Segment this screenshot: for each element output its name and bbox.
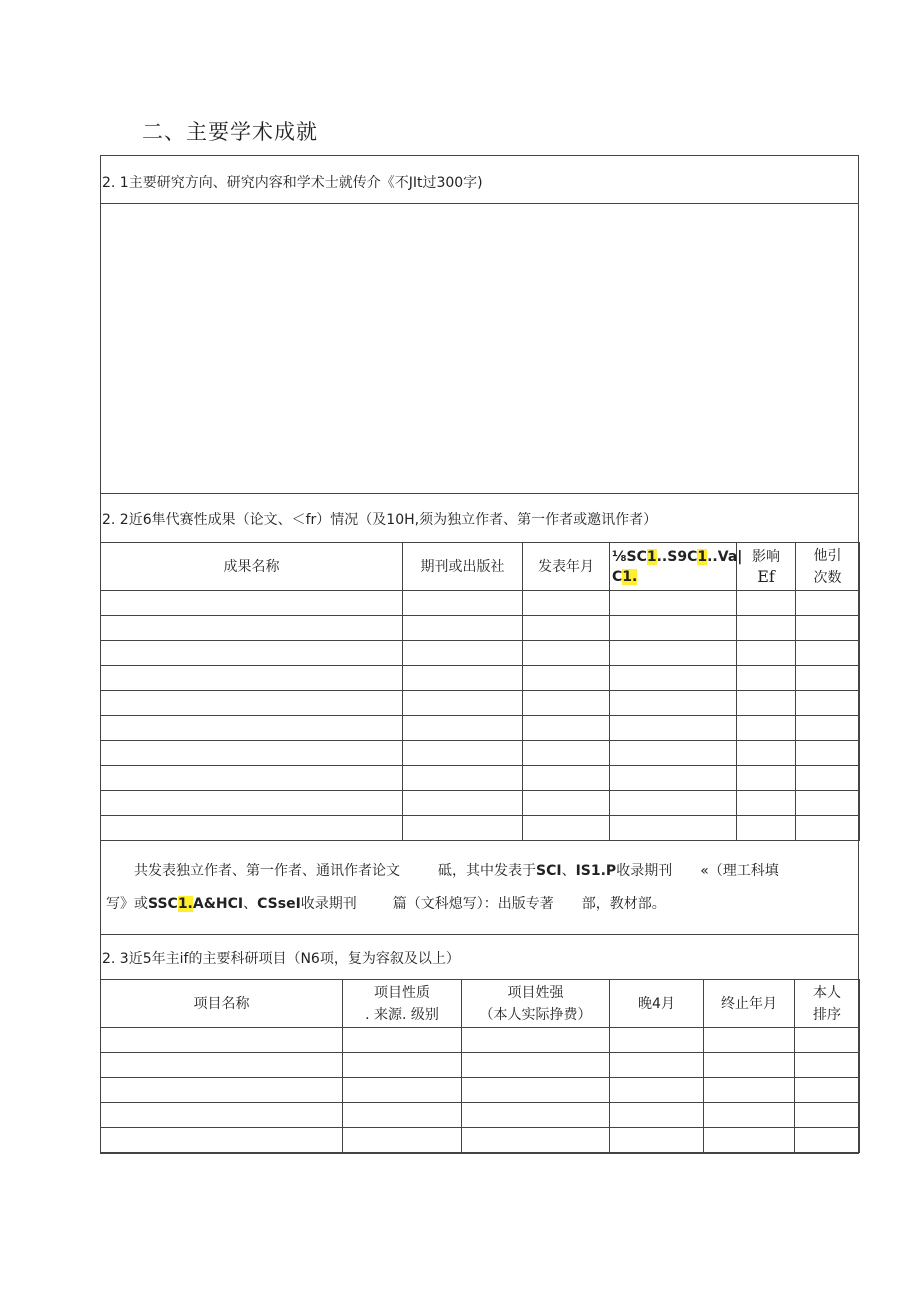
table-cell[interactable]	[403, 791, 523, 816]
table-cell[interactable]	[704, 1103, 795, 1128]
project-row	[101, 1078, 860, 1103]
table-cell[interactable]	[610, 1078, 704, 1103]
table-cell[interactable]	[403, 591, 523, 616]
summary-text: 收录期刊	[616, 863, 673, 879]
table-cell[interactable]	[523, 716, 610, 741]
achievements-header-row	[101, 543, 860, 591]
table-cell[interactable]	[610, 591, 737, 616]
col-header-start-date: 晚4月	[610, 980, 704, 1028]
table-cell[interactable]	[101, 666, 403, 691]
achievements-table	[100, 542, 860, 841]
table-cell[interactable]	[523, 816, 610, 841]
rank-label-2: 排序	[813, 1006, 841, 1023]
table-cell[interactable]	[796, 741, 860, 766]
table-cell[interactable]	[343, 1028, 462, 1053]
col-header-impact	[737, 543, 796, 591]
table-cell[interactable]	[704, 1053, 795, 1078]
table-cell[interactable]	[795, 1028, 860, 1053]
table-cell[interactable]	[737, 791, 796, 816]
table-cell[interactable]	[704, 1078, 795, 1103]
table-cell[interactable]	[704, 1028, 795, 1053]
index-text: ⅛SC	[612, 548, 647, 565]
table-cell[interactable]	[523, 666, 610, 691]
achievement-row	[101, 666, 860, 691]
table-cell[interactable]	[610, 1053, 704, 1078]
table-cell[interactable]	[610, 641, 737, 666]
summary-text: 篇（文科熄写）：出版专著	[392, 896, 554, 912]
table-cell[interactable]	[610, 616, 737, 641]
table-cell[interactable]	[101, 791, 403, 816]
achievement-row	[101, 741, 860, 766]
col-header-journal: 期刊或出版社	[403, 543, 523, 591]
table-cell[interactable]	[101, 1078, 343, 1103]
table-cell[interactable]	[403, 616, 523, 641]
table-cell[interactable]	[796, 591, 860, 616]
table-cell[interactable]	[610, 691, 737, 716]
summary-bold: A&HCI	[192, 896, 244, 912]
col-header-date: 发表年月	[523, 543, 610, 591]
summary-text: 收录期刊	[300, 896, 357, 912]
table-cell[interactable]	[737, 641, 796, 666]
project-row	[101, 1128, 860, 1153]
project-row	[101, 1103, 860, 1128]
table-cell[interactable]	[523, 616, 610, 641]
section-2-3-heading: 2. 3近5年主if的主要科研项目（N6项，复为容叙及以上）	[102, 951, 460, 967]
table-cell[interactable]	[403, 666, 523, 691]
summary-bold-highlight: 1.	[177, 896, 193, 912]
table-cell[interactable]	[101, 691, 403, 716]
col-header-project-name: 项目名称	[101, 980, 343, 1028]
col-header-rank	[795, 980, 860, 1028]
project-row	[101, 1053, 860, 1078]
table-cell[interactable]	[403, 816, 523, 841]
table-cell[interactable]	[796, 816, 860, 841]
table-cell[interactable]	[796, 666, 860, 691]
divider	[100, 934, 859, 935]
table-cell[interactable]	[462, 1053, 610, 1078]
col-header-citations	[796, 543, 860, 591]
summary-bold: SSC	[148, 896, 178, 912]
table-cell[interactable]	[523, 591, 610, 616]
table-cell[interactable]	[403, 766, 523, 791]
table-cell[interactable]	[795, 1103, 860, 1128]
summary-text: «（理工科填	[700, 863, 779, 879]
summary-text: 部，教材部。	[581, 896, 666, 912]
table-cell[interactable]	[737, 591, 796, 616]
summary-bold: SCI	[536, 863, 562, 879]
summary-bold: IS1.P	[575, 863, 617, 879]
index-text-highlight: 1	[697, 548, 708, 565]
project-type-label-2: . 来源. 级别	[365, 1006, 439, 1023]
table-cell[interactable]	[610, 1128, 704, 1153]
table-cell[interactable]	[403, 691, 523, 716]
summary-text: 写》或	[106, 896, 148, 912]
achievement-row	[101, 641, 860, 666]
achievement-row	[101, 616, 860, 641]
summary-text: 、	[561, 863, 576, 879]
table-cell[interactable]	[523, 741, 610, 766]
table-cell[interactable]	[101, 1053, 343, 1078]
summary-bold: CSseI	[257, 896, 301, 912]
table-cell[interactable]	[343, 1128, 462, 1153]
table-cell[interactable]	[101, 1028, 343, 1053]
table-cell[interactable]	[523, 766, 610, 791]
table-cell[interactable]	[101, 1103, 343, 1128]
table-cell[interactable]	[737, 816, 796, 841]
table-cell[interactable]	[737, 766, 796, 791]
divider	[100, 203, 859, 204]
table-cell[interactable]	[610, 766, 737, 791]
col-header-index	[610, 543, 743, 591]
table-cell[interactable]	[610, 741, 737, 766]
index-text-highlight: 1.	[622, 568, 638, 585]
table-cell[interactable]	[737, 741, 796, 766]
table-cell[interactable]	[737, 616, 796, 641]
table-cell[interactable]	[101, 641, 403, 666]
summary-text: 、	[243, 896, 258, 912]
section-2-2-heading: 2. 2近6隼代赛性成果（论文、＜fr）情况（及10H,须为独立作者、第一作者或邀讯作者）	[102, 512, 658, 528]
table-cell[interactable]	[610, 1028, 704, 1053]
achievement-row	[101, 766, 860, 791]
col-header-project-funding	[462, 980, 610, 1028]
table-cell[interactable]	[101, 616, 403, 641]
table-cell[interactable]	[343, 1103, 462, 1128]
citations-label-2: 次数	[813, 569, 842, 586]
index-text-highlight: 1	[646, 548, 657, 565]
table-cell[interactable]	[403, 641, 523, 666]
project-row	[101, 1028, 860, 1053]
col-header-project-type	[343, 980, 462, 1028]
divider	[100, 493, 859, 494]
table-cell[interactable]	[610, 816, 737, 841]
table-cell[interactable]	[101, 741, 403, 766]
table-cell[interactable]	[796, 616, 860, 641]
table-cell[interactable]	[796, 716, 860, 741]
project-funding-label-2: （本人实际挣费）	[479, 1006, 592, 1023]
index-text: ..Va|	[707, 548, 743, 565]
table-cell[interactable]	[610, 716, 737, 741]
table-cell[interactable]	[523, 691, 610, 716]
table-cell[interactable]	[610, 666, 737, 691]
table-cell[interactable]	[343, 1053, 462, 1078]
col-header-name: 成果名称	[101, 543, 403, 591]
achievement-row	[101, 716, 860, 741]
table-cell[interactable]	[101, 1128, 343, 1153]
table-cell[interactable]	[796, 791, 860, 816]
project-type-label: 项目性质	[374, 984, 430, 1001]
table-cell[interactable]	[101, 816, 403, 841]
table-cell[interactable]	[796, 641, 860, 666]
table-cell[interactable]	[101, 591, 403, 616]
table-cell[interactable]	[796, 766, 860, 791]
table-cell[interactable]	[101, 766, 403, 791]
table-cell[interactable]	[610, 791, 737, 816]
impact-label: 影响	[752, 548, 780, 565]
impact-label-2: Ef	[757, 566, 775, 586]
summary-text: 共发表独立作者、第一作者、通讯作者论文	[134, 863, 400, 879]
table-cell[interactable]	[737, 666, 796, 691]
table-cell[interactable]	[462, 1128, 610, 1153]
col-header-end-date: 终止年月	[704, 980, 795, 1028]
table-cell[interactable]	[101, 716, 403, 741]
research-summary-field[interactable]	[104, 206, 854, 490]
achievement-row	[101, 691, 860, 716]
citations-label: 他引	[813, 547, 842, 564]
table-cell[interactable]	[403, 741, 523, 766]
rank-label: 本人	[813, 984, 841, 1001]
table-cell[interactable]	[343, 1078, 462, 1103]
table-cell[interactable]	[737, 716, 796, 741]
achievement-row	[101, 791, 860, 816]
table-cell[interactable]	[795, 1053, 860, 1078]
table-cell[interactable]	[462, 1103, 610, 1128]
index-text: C	[612, 568, 623, 585]
table-cell[interactable]	[462, 1028, 610, 1053]
table-cell[interactable]	[523, 641, 610, 666]
table-cell[interactable]	[610, 1103, 704, 1128]
table-cell[interactable]	[795, 1128, 860, 1153]
achievement-row	[101, 591, 860, 616]
table-cell[interactable]	[462, 1078, 610, 1103]
table-cell[interactable]	[737, 691, 796, 716]
table-cell[interactable]	[523, 791, 610, 816]
projects-header-row	[101, 980, 860, 1028]
section-2-1-heading: 2. 1主要研究方向、研究内容和学术士就传介《不JIt过300字)	[102, 175, 483, 191]
index-text: ..S9C	[656, 548, 698, 565]
table-cell[interactable]	[704, 1128, 795, 1153]
section-title: 二、主要学术成就	[142, 120, 318, 144]
projects-table	[100, 979, 860, 1153]
table-cell[interactable]	[796, 691, 860, 716]
table-cell[interactable]	[403, 716, 523, 741]
achievement-row	[101, 816, 860, 841]
table-cell[interactable]	[795, 1078, 860, 1103]
summary-text: 砥，其中发表于	[438, 863, 536, 879]
project-funding-label: 项目姓强	[507, 984, 564, 1001]
publication-summary	[106, 855, 846, 921]
